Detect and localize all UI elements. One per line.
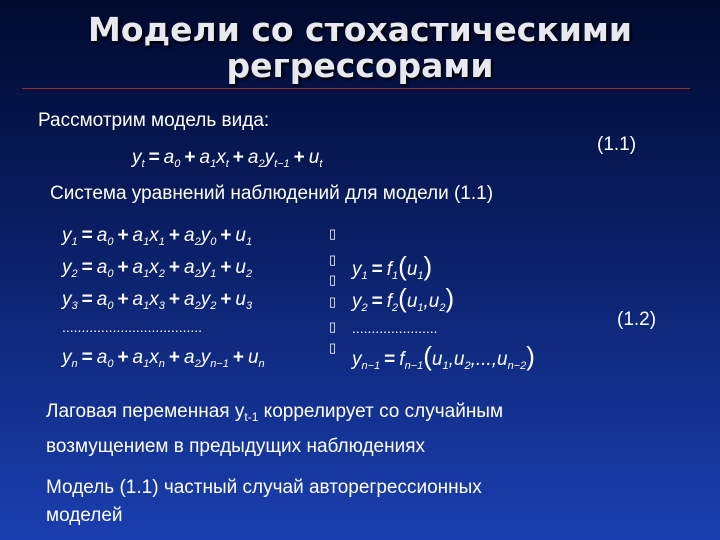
intro-text: Рассмотрим модель вида: <box>38 110 270 131</box>
system-eq-2: $y_2 = a_0 + a_1x_2 + a_2y_1 + u_2$ <box>62 257 253 280</box>
separator-mark-6: ▯ <box>329 340 337 355</box>
lag-text-subscript: t-1 <box>244 410 259 424</box>
model-text-line-2: моделей <box>46 505 123 526</box>
title-line-2: регрессорами <box>226 46 494 85</box>
lag-text-line-1 <box>46 397 503 432</box>
slide-title <box>0 12 720 84</box>
separator-mark-1: ▯ <box>329 226 337 241</box>
equation-1-1: $y_t = a_0 + a_1x_t + a_2y_{t-1} + u_t$ <box>132 147 323 170</box>
separator-mark-2: ▯ <box>329 252 337 267</box>
model-text <box>46 474 482 530</box>
solution-eq-n: $y_{n-1} = f_{n-1}(u_1,u_2,...,u_{n-2})$ <box>352 341 535 372</box>
system-eq-3: $y_3 = a_0 + a_1x_3 + a_2y_2 + u_3$ <box>62 289 253 312</box>
separator-mark-4: ▯ <box>329 294 337 309</box>
title-divider <box>22 88 690 89</box>
system-eq-1: $y_1 = a_0 + a_1x_1 + a_2y_0 + u_1$ <box>62 225 253 248</box>
lag-text-line-2: возмущением в предыдущих наблюдениях <box>46 436 426 457</box>
model-text-line-1: Модель (1.1) частный случай авторегрессионных <box>46 477 482 498</box>
lag-text-part-1: Лаговая переменная y <box>46 401 245 422</box>
separator-mark-5: ▯ <box>329 319 337 334</box>
title-line-1: Модели со стохастическими <box>88 10 632 49</box>
lag-text-part-2: коррелирует со случайным <box>258 401 504 422</box>
separator-mark-3: ▯ <box>329 272 337 287</box>
equation-label-1-2: (1.2) <box>617 309 657 330</box>
solution-dots: ...................... <box>352 320 438 336</box>
equation-label-1-1: (1.1) <box>597 134 637 155</box>
system-dots-left: .................................... <box>62 319 203 335</box>
system-eq-n: $y_n = a_0 + a_1x_n + a_2y_{n-1} + u_n$ <box>62 347 265 370</box>
solution-eq-2: $y_2 = f_2(u_1,u_2)$ <box>352 283 455 314</box>
lag-variable-text <box>46 397 503 462</box>
system-heading: Система уравнений наблюдений для модели (1.1) <box>50 183 494 204</box>
solution-eq-1: $y_1 = f_1(u_1)$ <box>352 251 433 282</box>
